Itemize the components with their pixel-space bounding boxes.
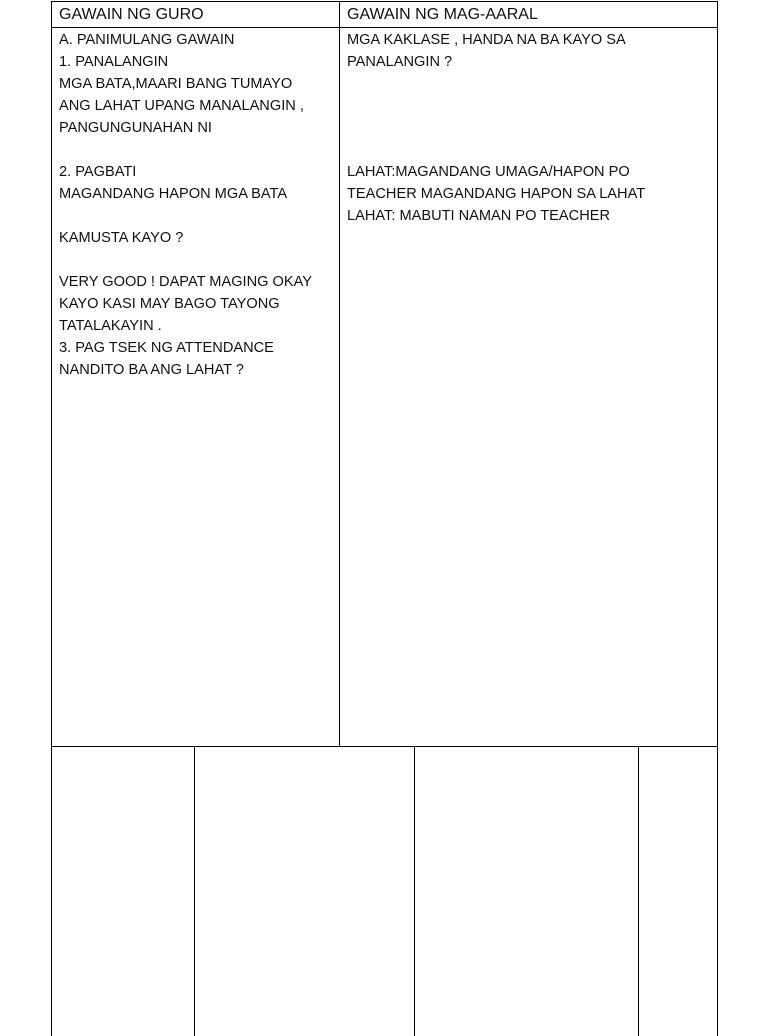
teacher-line: KAYO KASI MAY BAGO TAYONG xyxy=(59,296,280,312)
student-line xyxy=(347,139,712,161)
teacher-line: NANDITO BA ANG LAHAT ? xyxy=(59,362,244,378)
teacher-line xyxy=(59,205,334,227)
teacher-line: A. PANIMULANG GAWAIN xyxy=(59,32,235,48)
lesson-plan-table xyxy=(51,1,718,747)
lower-column-divider xyxy=(414,746,415,1036)
student-line: LAHAT: MABUTI NAMAN PO TEACHER xyxy=(347,208,610,224)
lower-table xyxy=(51,746,718,1036)
student-line xyxy=(347,73,712,95)
teacher-line: KAMUSTA KAYO ? xyxy=(59,230,184,246)
student-activities-cell xyxy=(347,29,712,227)
teacher-line: PANGUNGUNAHAN NI xyxy=(59,120,212,136)
student-line xyxy=(347,95,712,117)
column-divider xyxy=(339,2,340,746)
student-line: LAHAT:MAGANDANG UMAGA/HAPON PO xyxy=(347,164,630,180)
teacher-line xyxy=(59,249,334,271)
teacher-line: MAGANDANG HAPON MGA BATA xyxy=(59,186,288,202)
student-line: PANALANGIN ? xyxy=(347,54,453,70)
teacher-line: VERY GOOD ! DAPAT MAGING OKAY xyxy=(59,274,313,290)
header-teacher: GAWAIN NG GURO xyxy=(59,6,204,23)
student-line xyxy=(347,117,712,139)
teacher-line: MGA BATA,MAARI BANG TUMAYO xyxy=(59,76,293,92)
header-student: GAWAIN NG MAG-AARAL xyxy=(347,6,538,23)
teacher-line: ANG LAHAT UPANG MANALANGIN , xyxy=(59,98,304,114)
lower-column-divider xyxy=(194,746,195,1036)
teacher-line xyxy=(59,139,334,161)
lower-column-divider xyxy=(638,746,639,1036)
teacher-line: 1. PANALANGIN xyxy=(59,54,169,70)
teacher-line: TATALAKAYIN . xyxy=(59,318,162,334)
header-divider xyxy=(52,27,717,28)
teacher-line: 3. PAG TSEK NG ATTENDANCE xyxy=(59,340,274,356)
student-line: TEACHER MAGANDANG HAPON SA LAHAT xyxy=(347,186,646,202)
teacher-line: 2. PAGBATI xyxy=(59,164,137,180)
teacher-activities-cell xyxy=(59,29,334,381)
student-line: MGA KAKLASE , HANDA NA BA KAYO SA xyxy=(347,32,626,48)
